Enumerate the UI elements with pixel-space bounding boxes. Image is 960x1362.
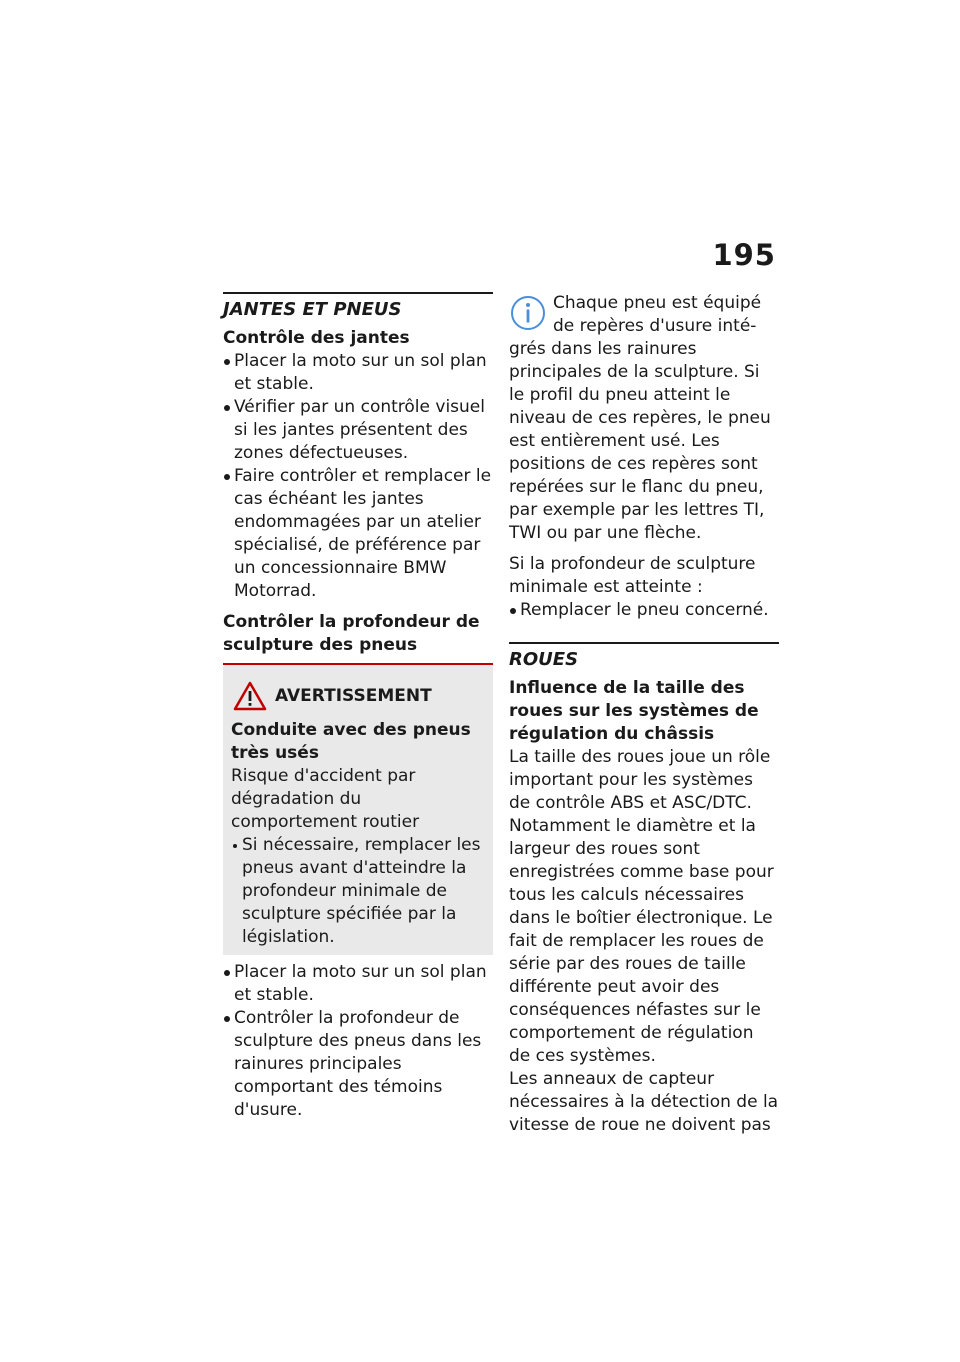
warning-title: Conduite avec des pneus très usés <box>231 720 471 763</box>
section-rule <box>509 642 779 644</box>
info-text-line2: de repères d'usure inté- <box>553 316 757 336</box>
warning-text: Risque d'accident par dégradation du comportement routier <box>231 766 420 832</box>
section-title-rims-tires: JANTES ET PNEUS <box>223 299 402 320</box>
min-depth-text: Si la profondeur de sculpture minimale est atteinte : <box>509 554 756 597</box>
list-item: Placer la moto sur un sol plan et stable. <box>223 961 493 1007</box>
section-title-wheels: ROUES <box>509 649 579 670</box>
tread-check-list <box>223 961 493 1122</box>
page-number: 195 <box>712 238 776 272</box>
list-item: Vérifier par un contrôle visuel si les jantes présentent des zones défectueuses. <box>223 396 493 465</box>
section-rule <box>223 292 493 294</box>
wheels-paragraph-2: Les anneaux de capteur nécessaires à la détection de la vitesse de roue ne doivent pas <box>509 1069 779 1135</box>
list-item: Remplacer le pneu concerné. <box>509 599 779 622</box>
right-column <box>509 292 779 1137</box>
min-depth-list <box>509 599 779 622</box>
heading-wheel-size: Influence de la taille des roues sur les systèmes de régulation du châssis <box>509 678 759 744</box>
warning-label: AVERTISSEMENT <box>275 686 432 706</box>
list-item: Faire contrôler et remplacer le cas échéant les jantes endommagées par un atelier spécialisé, de préférence par un concessionnaire BMW Motorrad. <box>223 465 493 603</box>
info-text: grés dans les rainures principales de la sculpture. Si le profil du pneu atteint le niveau de ces repères, le pneu est entièrement usé. Les positions de ces repères sont repérées sur le flanc du pneu, par exemple par les lettres TI, TWI ou par une flèche. <box>509 339 771 543</box>
heading-tread-depth: Contrôler la profondeur de sculpture des pneus <box>223 612 480 655</box>
wheels-paragraph-1: La taille des roues joue un rôle important pour les systèmes de contrôle ABS et ASC/DTC. Notamment le diamètre et la largeur des roues sont enregistrées comme base pour tous les calculs nécessaires dans le boîtier électronique. Le fait de remplacer les roues de série par des roues de taille différente peut avoir des conséquences néfastes sur le comportement de régulation de ces systèmes. <box>509 747 774 1066</box>
info-icon <box>509 294 547 332</box>
info-note <box>509 292 779 545</box>
warning-list <box>231 834 485 949</box>
heading-rim-check: Contrôle des jantes <box>223 328 410 348</box>
rim-check-list <box>223 350 493 603</box>
info-text-line1: Chaque pneu est équipé <box>553 293 762 313</box>
warning-triangle-icon <box>233 681 267 711</box>
list-item: Contrôler la profondeur de sculpture des pneus dans les rainures principales comportant des témoins d'usure. <box>223 1007 493 1122</box>
list-item: Si nécessaire, remplacer les pneus avant d'atteindre la profondeur minimale de sculpture spécifiée par la législation. <box>231 834 485 949</box>
list-item: Placer la moto sur un sol plan et stable. <box>223 350 493 396</box>
warning-header <box>231 681 485 711</box>
warning-box <box>223 663 493 955</box>
left-column <box>223 292 493 1122</box>
